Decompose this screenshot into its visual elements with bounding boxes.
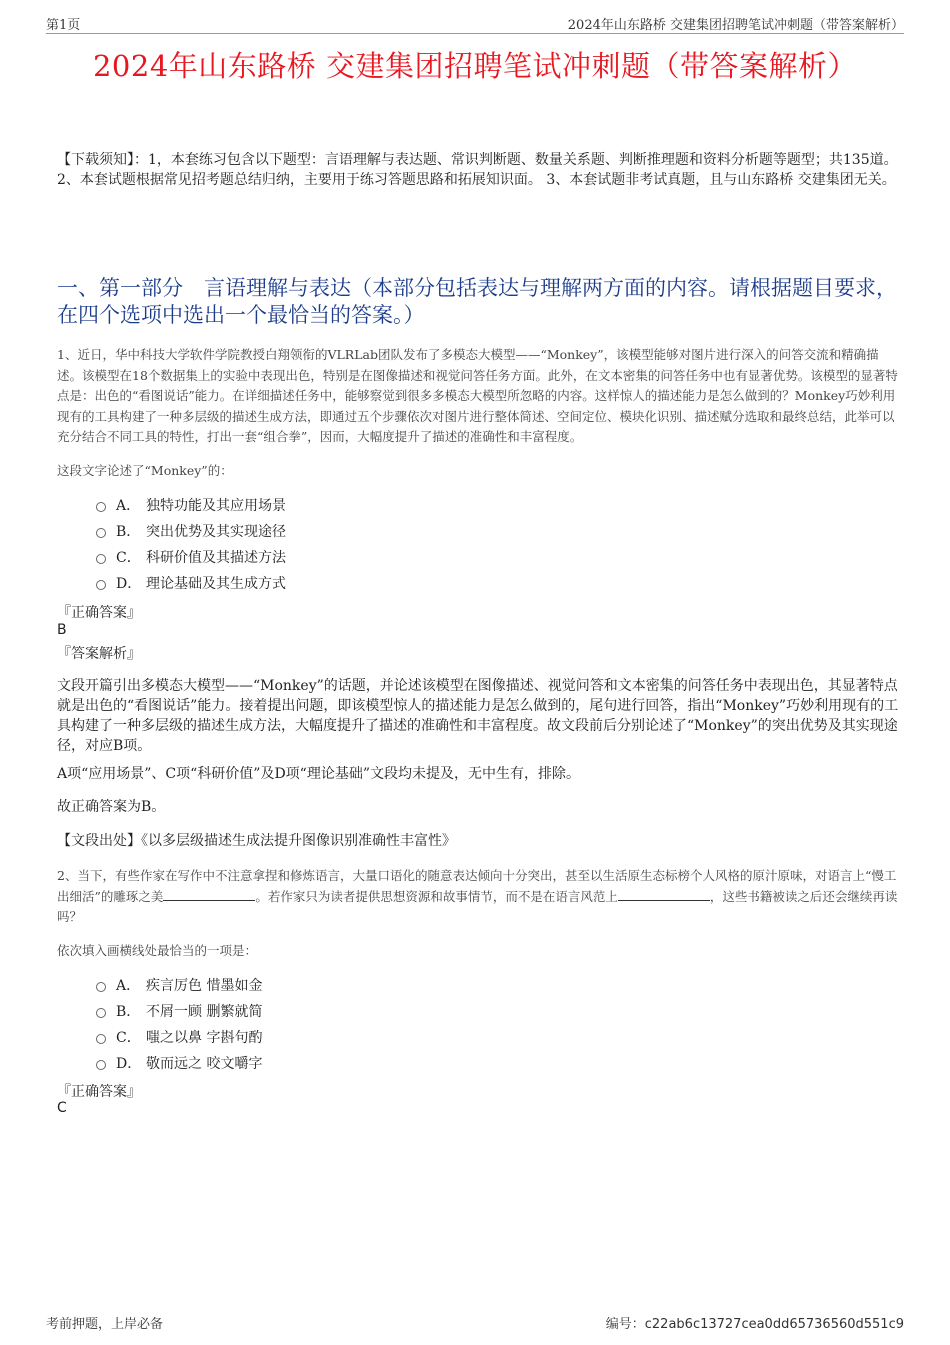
question-2-part-c: ，这些书籍被读之后还会继续再读吗？ — [57, 888, 898, 924]
option-letter: C． — [116, 1030, 141, 1046]
option-letter: D． — [116, 576, 142, 592]
download-notice: 【下载须知】：1，本套练习包含以下题型：言语理解与表达题、常识判断题、数量关系题、判断推理题和资料分析题等题型；共135道。 2、本套试题根据常见招考题总结归纳，主要用于练习答题思路和拓展知识面。 3、本套试题非考试真题，且与山东路桥 交建集团无关。 — [57, 152, 898, 188]
analysis-text-2: A项“应用场景”、C项“科研价值”及D项“理论基础”文段均未提及，无中生有，排除。 — [57, 766, 580, 782]
question-1-prompt: 这段文字论述了“Monkey”的： — [57, 463, 233, 478]
option-letter: A． — [116, 978, 141, 994]
section-heading: 一、第一部分 言语理解与表达（本部分包括表达与理解两方面的内容。请根据题目要求，在四个选项中选出一个最恰当的答案。） — [57, 276, 897, 327]
option-b[interactable] — [96, 998, 262, 1024]
option-d[interactable] — [96, 1050, 262, 1076]
radio-icon[interactable] — [96, 1060, 106, 1070]
option-d[interactable] — [96, 570, 286, 596]
fill-blank-2[interactable] — [618, 888, 710, 901]
option-text: 理论基础及其生成方式 — [146, 576, 286, 592]
question-2-text — [57, 866, 902, 928]
radio-icon[interactable] — [96, 1008, 106, 1018]
correct-answer-label: 『正确答案』 — [57, 1084, 141, 1100]
question-1-text: 1、近日，华中科技大学软件学院教授白翔领衔的VLRLab团队发布了多模态大模型——“Monkey”，该模型能够对图片进行深入的问答交流和精确描述。该模型在18个数据集上的实验中表现出色，特别是在图像描述和视觉问答任务方面。此外，在文本密集的问答任务中也有显著优势。该模型的显著特点是：出色的“看图说话”能力。在详细描述任务中，能够察觉到很多多模态大模型所忽略的内容。这样惊人的描述能力是怎么做到的？Monkey巧妙利用现有的工具构建了一种多层级的描述生成方法，即通过五个步骤依次对图片进行整体简述、空间定位、模块化识别、描述赋分选取和最终总结，此举可以充分结合不同工具的特性，打出一套“组合拳”，因而，大幅度提升了描述的准确性和丰富程度。 — [57, 347, 898, 444]
option-a[interactable] — [96, 492, 286, 518]
correct-answer-label: 『正确答案』 — [57, 605, 141, 621]
footer-code — [606, 1313, 904, 1332]
option-text: 不屑一顾 删繁就简 — [146, 1004, 263, 1020]
option-text: 独特功能及其应用场景 — [146, 498, 286, 514]
option-text: 突出优势及其实现途径 — [146, 524, 286, 540]
page-title: 2024年山东路桥 交建集团招聘笔试冲刺题（带答案解析） — [92, 49, 858, 83]
footer-code-value: c22ab6c13727cea0dd65736560d551c9 — [644, 1317, 904, 1332]
correct-answer: C — [57, 1100, 67, 1116]
option-text: 科研价值及其描述方法 — [146, 550, 286, 566]
header-doc-title: 2024年山东路桥 交建集团招聘笔试冲刺题（带答案解析） — [567, 18, 904, 33]
radio-icon[interactable] — [96, 554, 106, 564]
footer-code-label: 编号： — [605, 1317, 645, 1332]
radio-icon[interactable] — [96, 982, 106, 992]
radio-icon[interactable] — [96, 1034, 106, 1044]
analysis-conclusion: 故正确答案为B。 — [57, 799, 166, 815]
option-letter: B． — [116, 1004, 141, 1020]
question-2-prompt: 依次填入画横线处最恰当的一项是： — [57, 943, 258, 958]
radio-icon[interactable] — [96, 502, 106, 512]
fill-blank-1[interactable] — [163, 888, 255, 901]
header-page-number: 第1页 — [46, 18, 81, 33]
analysis-label: 『答案解析』 — [57, 646, 141, 662]
question-2-part-a: 2、当下，有些作家在写作中不注意拿捏和修炼语言，大量口语化的随意表达倾向十分突出，甚至以生活原生态标榜个人风格的原汁原味，对语言上“慢工出细活”的雕琢之美 — [57, 868, 897, 904]
option-text: 敬而远之 咬文嚼字 — [146, 1056, 263, 1072]
question-2-part-b: 。若作家只为读者提供思想资源和故事情节，而不是在语言风范上 — [255, 888, 618, 904]
option-b[interactable] — [96, 518, 286, 544]
header-divider — [46, 33, 904, 34]
analysis-text: 文段开篇引出多模态大模型——“Monkey”的话题，并论述该模型在图像描述、视觉问答和文本密集的问答任务中表现出色，其显著特点就是出色的“看图说话”能力。接着提出问题，即该模型惊人的描述能力是怎么做到的，尾句进行回答，指出“Monkey”巧妙利用现有的工具构建了一种多层级的描述生成方法，大幅度提升了描述的准确性和丰富程度。故文段前后分别论述了“Monkey”的突出优势及其实现途径，对应B项。 — [57, 678, 899, 754]
option-a[interactable] — [96, 972, 262, 998]
question-2-options — [96, 972, 262, 1076]
option-letter: C． — [116, 550, 141, 566]
option-text: 疾言厉色 惜墨如金 — [146, 978, 263, 994]
passage-source: 【文段出处】《以多层级描述生成法提升图像识别准确性丰富性》 — [57, 833, 456, 849]
radio-icon[interactable] — [96, 528, 106, 538]
option-letter: B． — [116, 524, 141, 540]
option-letter: D． — [116, 1056, 142, 1072]
option-c[interactable] — [96, 544, 286, 570]
correct-answer: B — [57, 622, 67, 638]
radio-icon[interactable] — [96, 580, 106, 590]
option-letter: A． — [116, 498, 141, 514]
question-1-options — [96, 492, 286, 596]
option-text: 嗤之以鼻 字斟句酌 — [146, 1030, 263, 1046]
option-c[interactable] — [96, 1024, 262, 1050]
footer-slogan: 考前押题，上岸必备 — [46, 1317, 164, 1332]
